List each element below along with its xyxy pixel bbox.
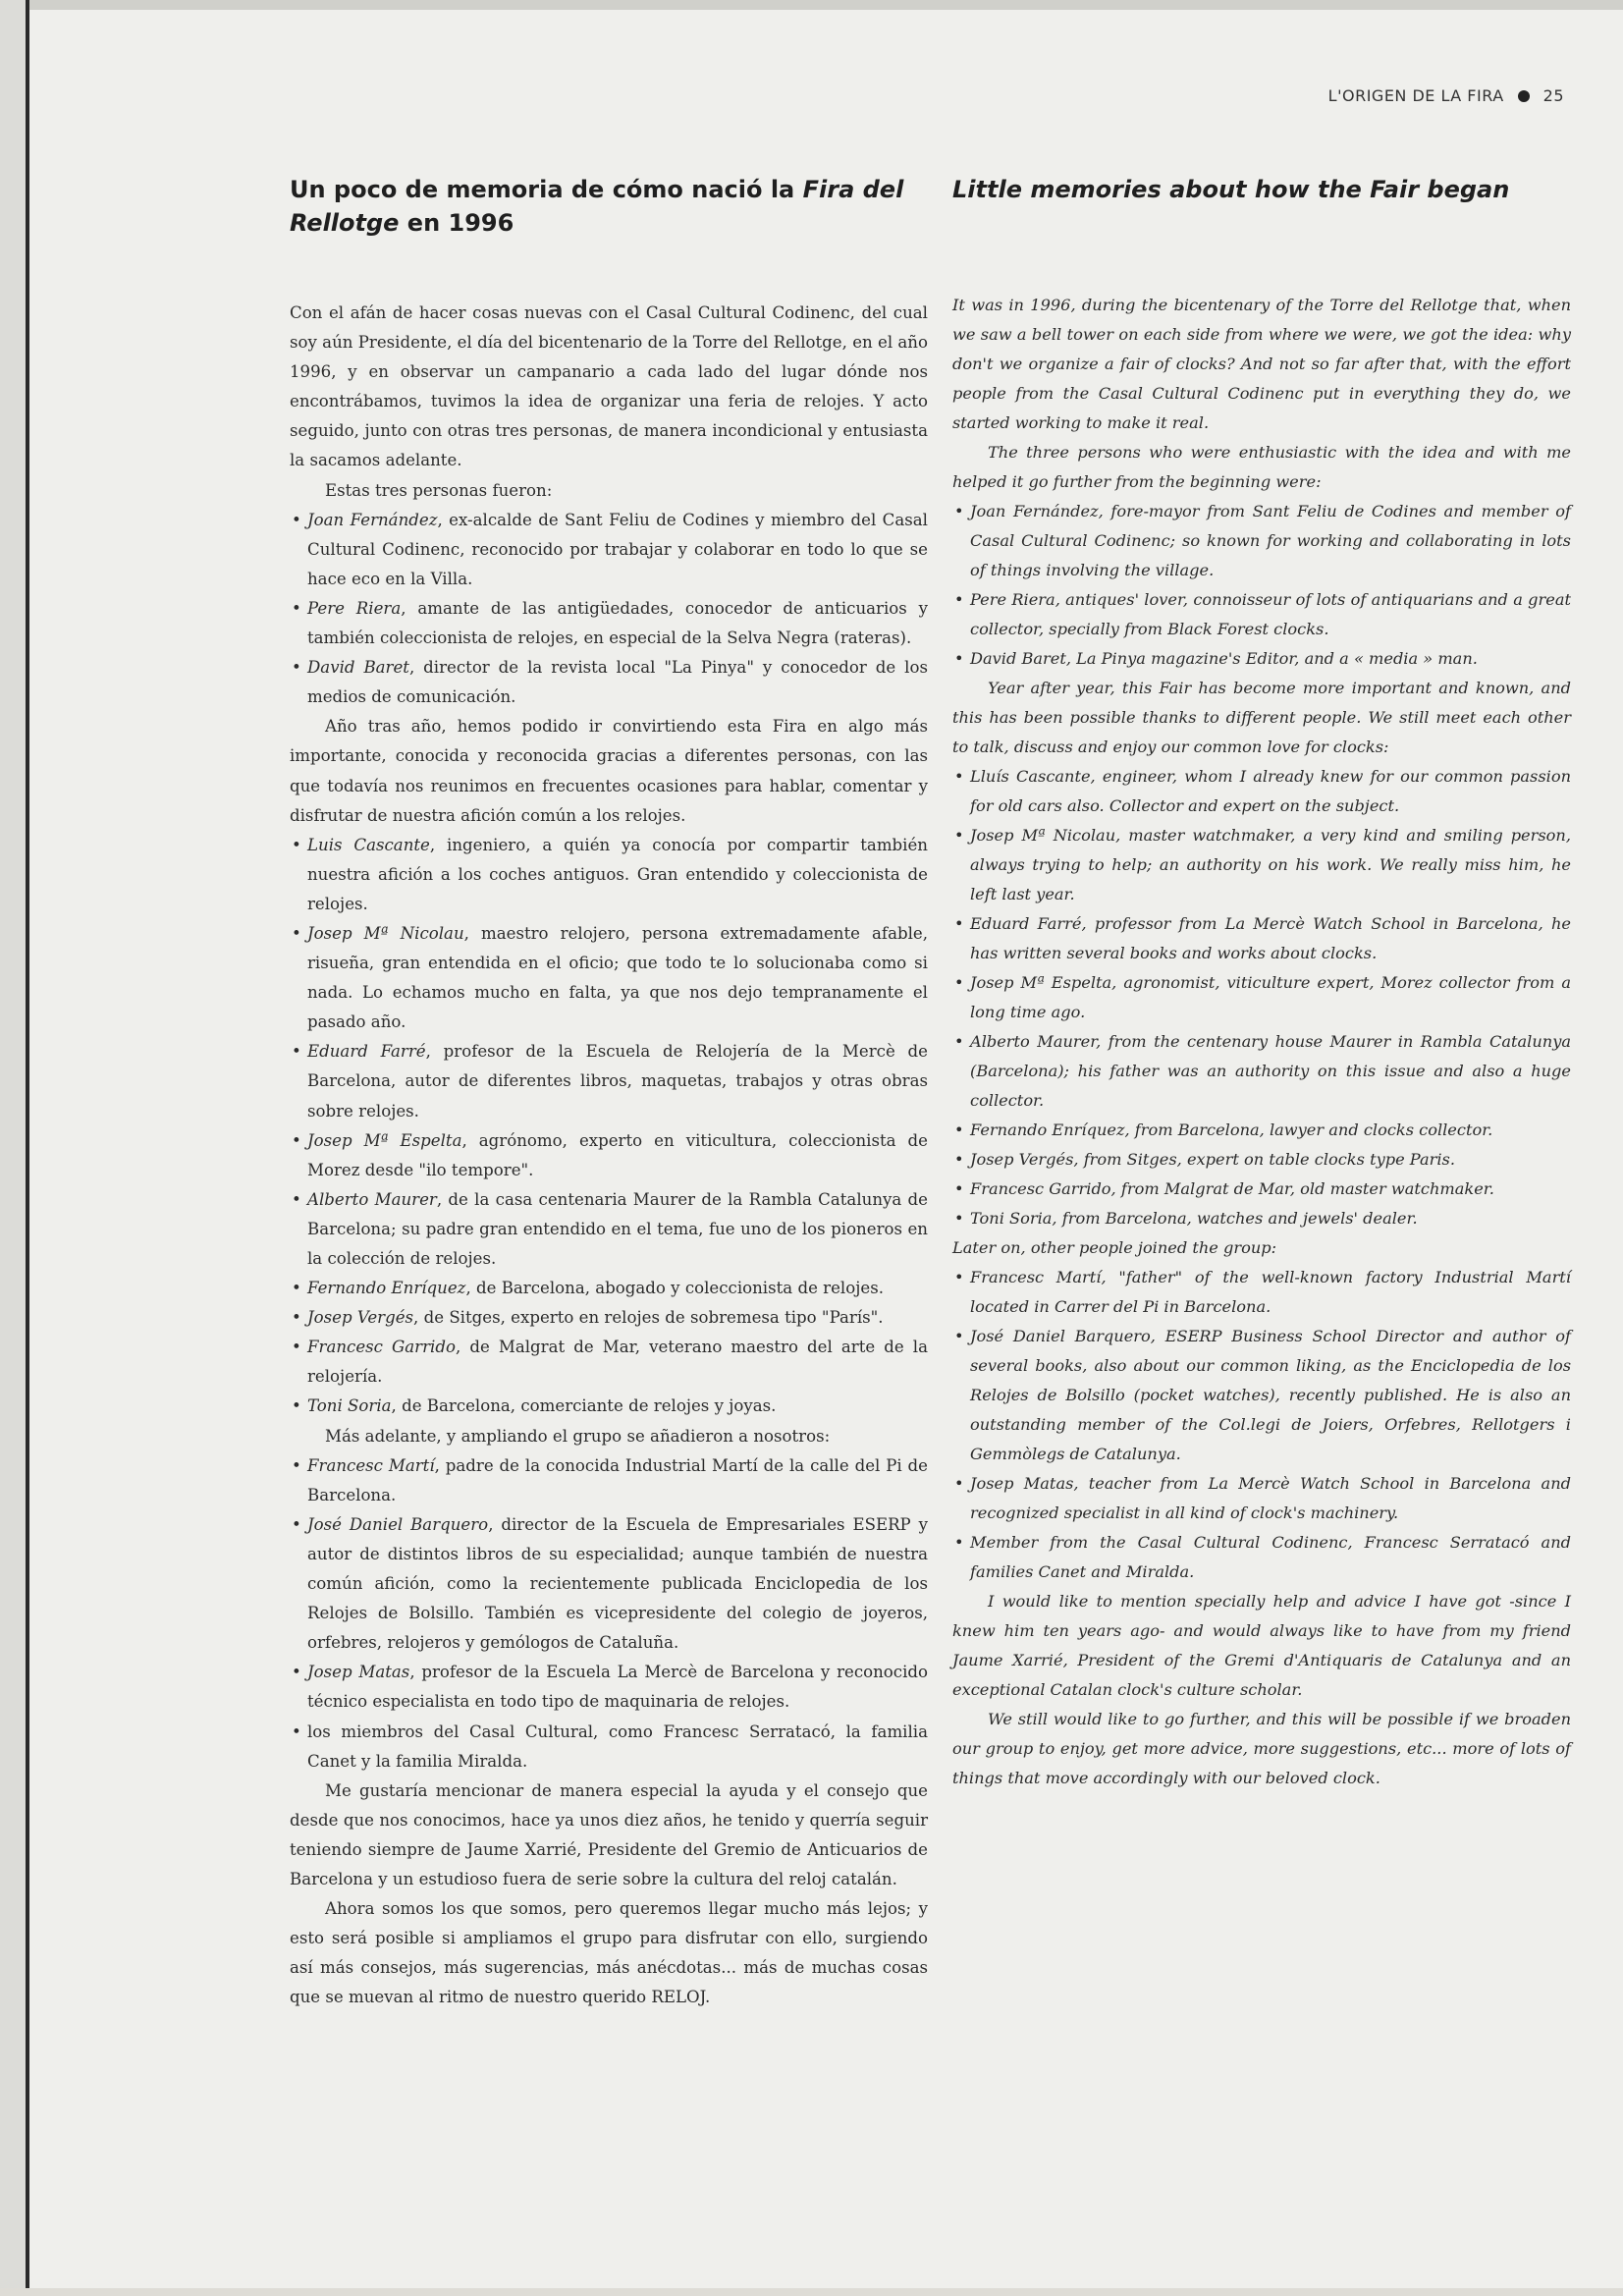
- spanish-closing: Ahora somos los que somos, pero queremos llegar mucho más lejos; y esto será posible si ampliamos el grupo para disfrutar con ello, surgiendo así más consejos, más sugerencias, más anécdotas... más de muchas cosas que se muevan al ritmo de nuestro querido RELOJ.: [290, 1899, 928, 2007]
- person-name: Joan Fernández: [307, 510, 438, 529]
- person-name: Luis Cascante: [307, 835, 430, 854]
- person-desc: , de Malgrat de Mar, veterano maestro del arte de la relojería.: [307, 1338, 928, 1387]
- english-year-after: Year after year, this Fair has become more important and known, and this has been possible thanks to different people. We still meet each other to talk, discuss and enjoy our common love for clocks:: [952, 679, 1571, 756]
- list-item: [290, 506, 928, 594]
- person-name: Alberto Maurer: [307, 1189, 437, 1209]
- list-item: [290, 919, 928, 1037]
- list-item: • Joan Fernández, fore-mayor from Sant Feliu de Codines and member of Casal Cultural Codinenc; so known for working and collaborating in lots of things involving the village.: [952, 497, 1571, 585]
- english-later-intro: Later on, other people joined the group:: [952, 1238, 1277, 1257]
- list-item: • Josep Vergés, from Sitges, expert on table clocks type Paris.: [952, 1145, 1571, 1175]
- section-title: L'ORIGEN DE LA FIRA: [1327, 86, 1504, 105]
- person-desc: , profesor de la Escuela de Relojería de la Mercè de Barcelona, autor de diferentes libros, maquetas, trabajos y otras obras sobre relojes.: [307, 1042, 928, 1121]
- person-name: Josep Mª Nicolau: [307, 923, 464, 943]
- list-item: • Josep Mª Nicolau, master watchmaker, a very kind and smiling person, always trying to help; an authority on his work. We really miss him, he left last year.: [952, 821, 1571, 909]
- list-item: • Fernando Enríquez, from Barcelona, lawyer and clocks collector.: [952, 1116, 1571, 1145]
- person-name: Josep Mª Espelta: [307, 1130, 462, 1150]
- spanish-later-intro: Más adelante, y ampliando el grupo se añadieron a nosotros:: [325, 1426, 831, 1446]
- person-desc: , padre de la conocida Industrial Martí de la calle del Pi de Barcelona.: [307, 1455, 928, 1504]
- english-people-list: [952, 762, 1571, 1233]
- list-item: [290, 1510, 928, 1658]
- english-column: [952, 173, 1571, 1793]
- english-thanks: I would like to mention specially help and advice I have got -since I knew him ten years ago- and would always like to have from my friend Jaume Xarrié, President of the Gremi d'Antiquaris de Catalunya and an exceptional Catalan clock's culture scholar.: [952, 1592, 1571, 1699]
- list-item: • Josep Matas, teacher from La Mercè Watch School in Barcelona and recognized specialist in all kind of clock's machinery.: [952, 1469, 1571, 1528]
- bullet-dot-icon: [1518, 90, 1530, 102]
- person-name: Josep Vergés: [307, 1308, 414, 1328]
- person-desc: , de Sitges, experto en relojes de sobremesa tipo "París".: [413, 1308, 884, 1328]
- spanish-title-emphasis: Fira del Rellotge: [290, 176, 904, 237]
- list-item: [290, 1185, 928, 1274]
- list-item: [290, 831, 928, 919]
- person-desc: , profesor de la Escuela La Mercè de Barcelona y reconocido técnico especialista en todo tipo de maquinaria de relojes.: [307, 1663, 928, 1712]
- list-item: • Lluís Cascante, engineer, whom I already knew for our common passion for old cars also. Collector and expert on the subject.: [952, 762, 1571, 821]
- scan-binding-edge: [0, 0, 29, 2296]
- person-name: Toni Soria: [307, 1396, 392, 1416]
- list-item: [290, 1392, 928, 1421]
- list-item: • David Baret, La Pinya magazine's Editor, and a « media » man.: [952, 644, 1571, 674]
- person-desc: , de la casa centenaria Maurer de la Rambla Catalunya de Barcelona; su padre gran entendido en el tema, fue uno de los pioneros en la colección de relojes.: [307, 1189, 929, 1268]
- list-item: • Josep Mª Espelta, agronomist, viticulture expert, Morez collector from a long time ago.: [952, 968, 1571, 1027]
- person-name: Fernando Enríquez: [307, 1279, 466, 1298]
- list-item: [290, 1126, 928, 1185]
- person-desc: , ingeniero, a quién ya conocía por compartir también nuestra afición a los coches antiguos. Gran entendido y coleccionista de relojes.: [307, 835, 928, 913]
- person-desc: , director de la revista local "La Pinya" y conocedor de los medios de comunicación.: [307, 658, 928, 707]
- person-desc: , agrónomo, experto en viticultura, coleccionista de Morez desde "ilo tempore".: [307, 1130, 928, 1179]
- english-intro: It was in 1996, during the bicentenary of the Torre del Rellotge that, when we saw a bell tower on each side from where we were, we got the idea: why don't we organize a fair of clocks? And not so far after that, with the effort people from the Casal Cultural Codinenc put in everything they do, we started working to make it real.: [952, 296, 1571, 432]
- person-name: Josep Matas: [307, 1663, 410, 1682]
- page-number: 25: [1542, 86, 1564, 105]
- list-item: [290, 1658, 928, 1717]
- person-desc: , amante de las antigüedades, conocedor de anticuarios y también coleccionista de relojes, en especial de la Selva Negra (rateras).: [307, 598, 928, 648]
- list-item: [290, 1303, 928, 1333]
- list-item: [290, 1274, 928, 1303]
- list-item: • Francesc Garrido, from Malgrat de Mar, old master watchmaker.: [952, 1175, 1571, 1204]
- person-name: David Baret: [307, 658, 409, 678]
- spanish-year-after: Año tras año, hemos podido ir convirtiendo esta Fira en algo más importante, conocida y reconocida gracias a diferentes personas, con las que todavía nos reunimos en frecuentes ocasiones para hablar, comentar y disfrutar de nuestra afición común a los relojes.: [290, 717, 928, 825]
- english-body: [952, 291, 1571, 1793]
- running-header: [1328, 86, 1564, 105]
- person-name: José Daniel Barquero: [307, 1514, 489, 1534]
- english-title: Little memories about how the Fair began: [952, 176, 1510, 203]
- list-item: • Member from the Casal Cultural Codinenc, Francesc Serratacó and families Canet and Miralda.: [952, 1528, 1571, 1587]
- page-top-edge: [0, 0, 1623, 10]
- spanish-title-year: en 1996: [399, 209, 514, 237]
- person-name: Francesc Garrido: [307, 1338, 456, 1357]
- spanish-column: [290, 173, 928, 2012]
- spanish-body: [290, 299, 928, 2012]
- person-desc: , maestro relojero, persona extremadamente afable, risueña, gran entendida en el oficio; que todo te lo solucionaba como si nada. Lo echamos mucho en falta, ya que nos dejo tempranamente el pasado año.: [307, 923, 928, 1032]
- spanish-title: [290, 173, 928, 240]
- list-item: • Toni Soria, from Barcelona, watches and jewels' dealer.: [952, 1204, 1571, 1233]
- list-item: • Pere Riera, antiques' lover, connoisseur of lots of antiquarians and a great collector, specially from Black Forest clocks.: [952, 585, 1571, 644]
- person-desc: , de Barcelona, comerciante de relojes y joyas.: [391, 1396, 777, 1416]
- list-item: [290, 1451, 928, 1510]
- person-name: Eduard Farré: [307, 1042, 426, 1062]
- person-desc: los miembros del Casal Cultural, como Francesc Serratacó, la familia Canet y la familia Miralda.: [307, 1722, 928, 1771]
- spanish-three-intro: Estas tres personas fueron:: [325, 480, 553, 500]
- spanish-people-list: [290, 831, 928, 1422]
- list-item: • Eduard Farré, professor from La Mercè Watch School in Barcelona, he has written several books and works about clocks.: [952, 909, 1571, 968]
- spanish-thanks: Me gustaría mencionar de manera especial la ayuda y el consejo que desde que nos conocimos, hace ya unos diez años, he tenido y querría seguir teniendo siempre de Jaume Xarrié, Presidente del Gremio de Anticuarios de Barcelona y un estudioso fuera de serie sobre la cultura del reloj catalán.: [290, 1780, 928, 1888]
- list-item: [290, 653, 928, 712]
- spanish-founders-list: [290, 506, 928, 713]
- english-founders-list: [952, 497, 1571, 674]
- person-desc: , de Barcelona, abogado y coleccionista de relojes.: [465, 1279, 884, 1298]
- list-item: [290, 594, 928, 653]
- english-later-list: [952, 1263, 1571, 1587]
- list-item: [290, 1718, 928, 1777]
- spanish-intro: Con el afán de hacer cosas nuevas con el Casal Cultural Codinenc, del cual soy aún Presidente, el día del bicentenario de la Torre del Rellotge, en el año 1996, y en observar un campanario a cada lado del lugar dónde nos encontrábamos, tuvimos la idea de organizar una feria de relojes. Y acto seguido, junto con otras tres personas, de manera incondicional y entusiasta la sacamos adelante.: [290, 303, 928, 470]
- person-desc: , director de la Escuela de Empresariales ESERP y autor de distintos libros de su especialidad; aunque también de nuestra común afición, como la recientemente publicada Enciclopedia de los Relojes de Bolsillo. También es vicepresidente del colegio de joyeros, orfebres, relojeros y gemólogos de Cataluña.: [307, 1514, 928, 1653]
- person-name: Pere Riera: [307, 598, 402, 618]
- spanish-later-list: [290, 1451, 928, 1777]
- list-item: [290, 1333, 928, 1392]
- person-desc: , ex-alcalde de Sant Feliu de Codines y miembro del Casal Cultural Codinenc, reconocido por trabajar y colaborar en todo lo que se hace eco en la Villa.: [307, 510, 928, 588]
- list-item: • Francesc Martí, "father" of the well-known factory Industrial Martí located in Carrer del Pi in Barcelona.: [952, 1263, 1571, 1322]
- spanish-title-text: Un poco de memoria de cómo nació la: [290, 176, 803, 203]
- list-item: • José Daniel Barquero, ESERP Business School Director and author of several books, also about our common liking, as the Enciclopedia de los Relojes de Bolsillo (pocket watches), recently published. He is also an outstanding member of the Col.legi de Joiers, Orfebres, Rellotgers i Gemmòlegs de Catalunya.: [952, 1322, 1571, 1469]
- page-bottom-edge: [0, 2288, 1623, 2296]
- list-item: • Alberto Maurer, from the centenary house Maurer in Rambla Catalunya (Barcelona); his father was an authority on this issue and also a huge collector.: [952, 1027, 1571, 1116]
- english-three-intro: The three persons who were enthusiastic with the idea and with me helped it go further from the beginning were:: [952, 443, 1571, 491]
- english-closing: We still would like to go further, and this will be possible if we broaden our group to enjoy, get more advice, more suggestions, etc... more of lots of things that move accordingly with our beloved clock.: [952, 1710, 1571, 1787]
- list-item: [290, 1037, 928, 1125]
- person-name: Francesc Martí: [307, 1455, 435, 1475]
